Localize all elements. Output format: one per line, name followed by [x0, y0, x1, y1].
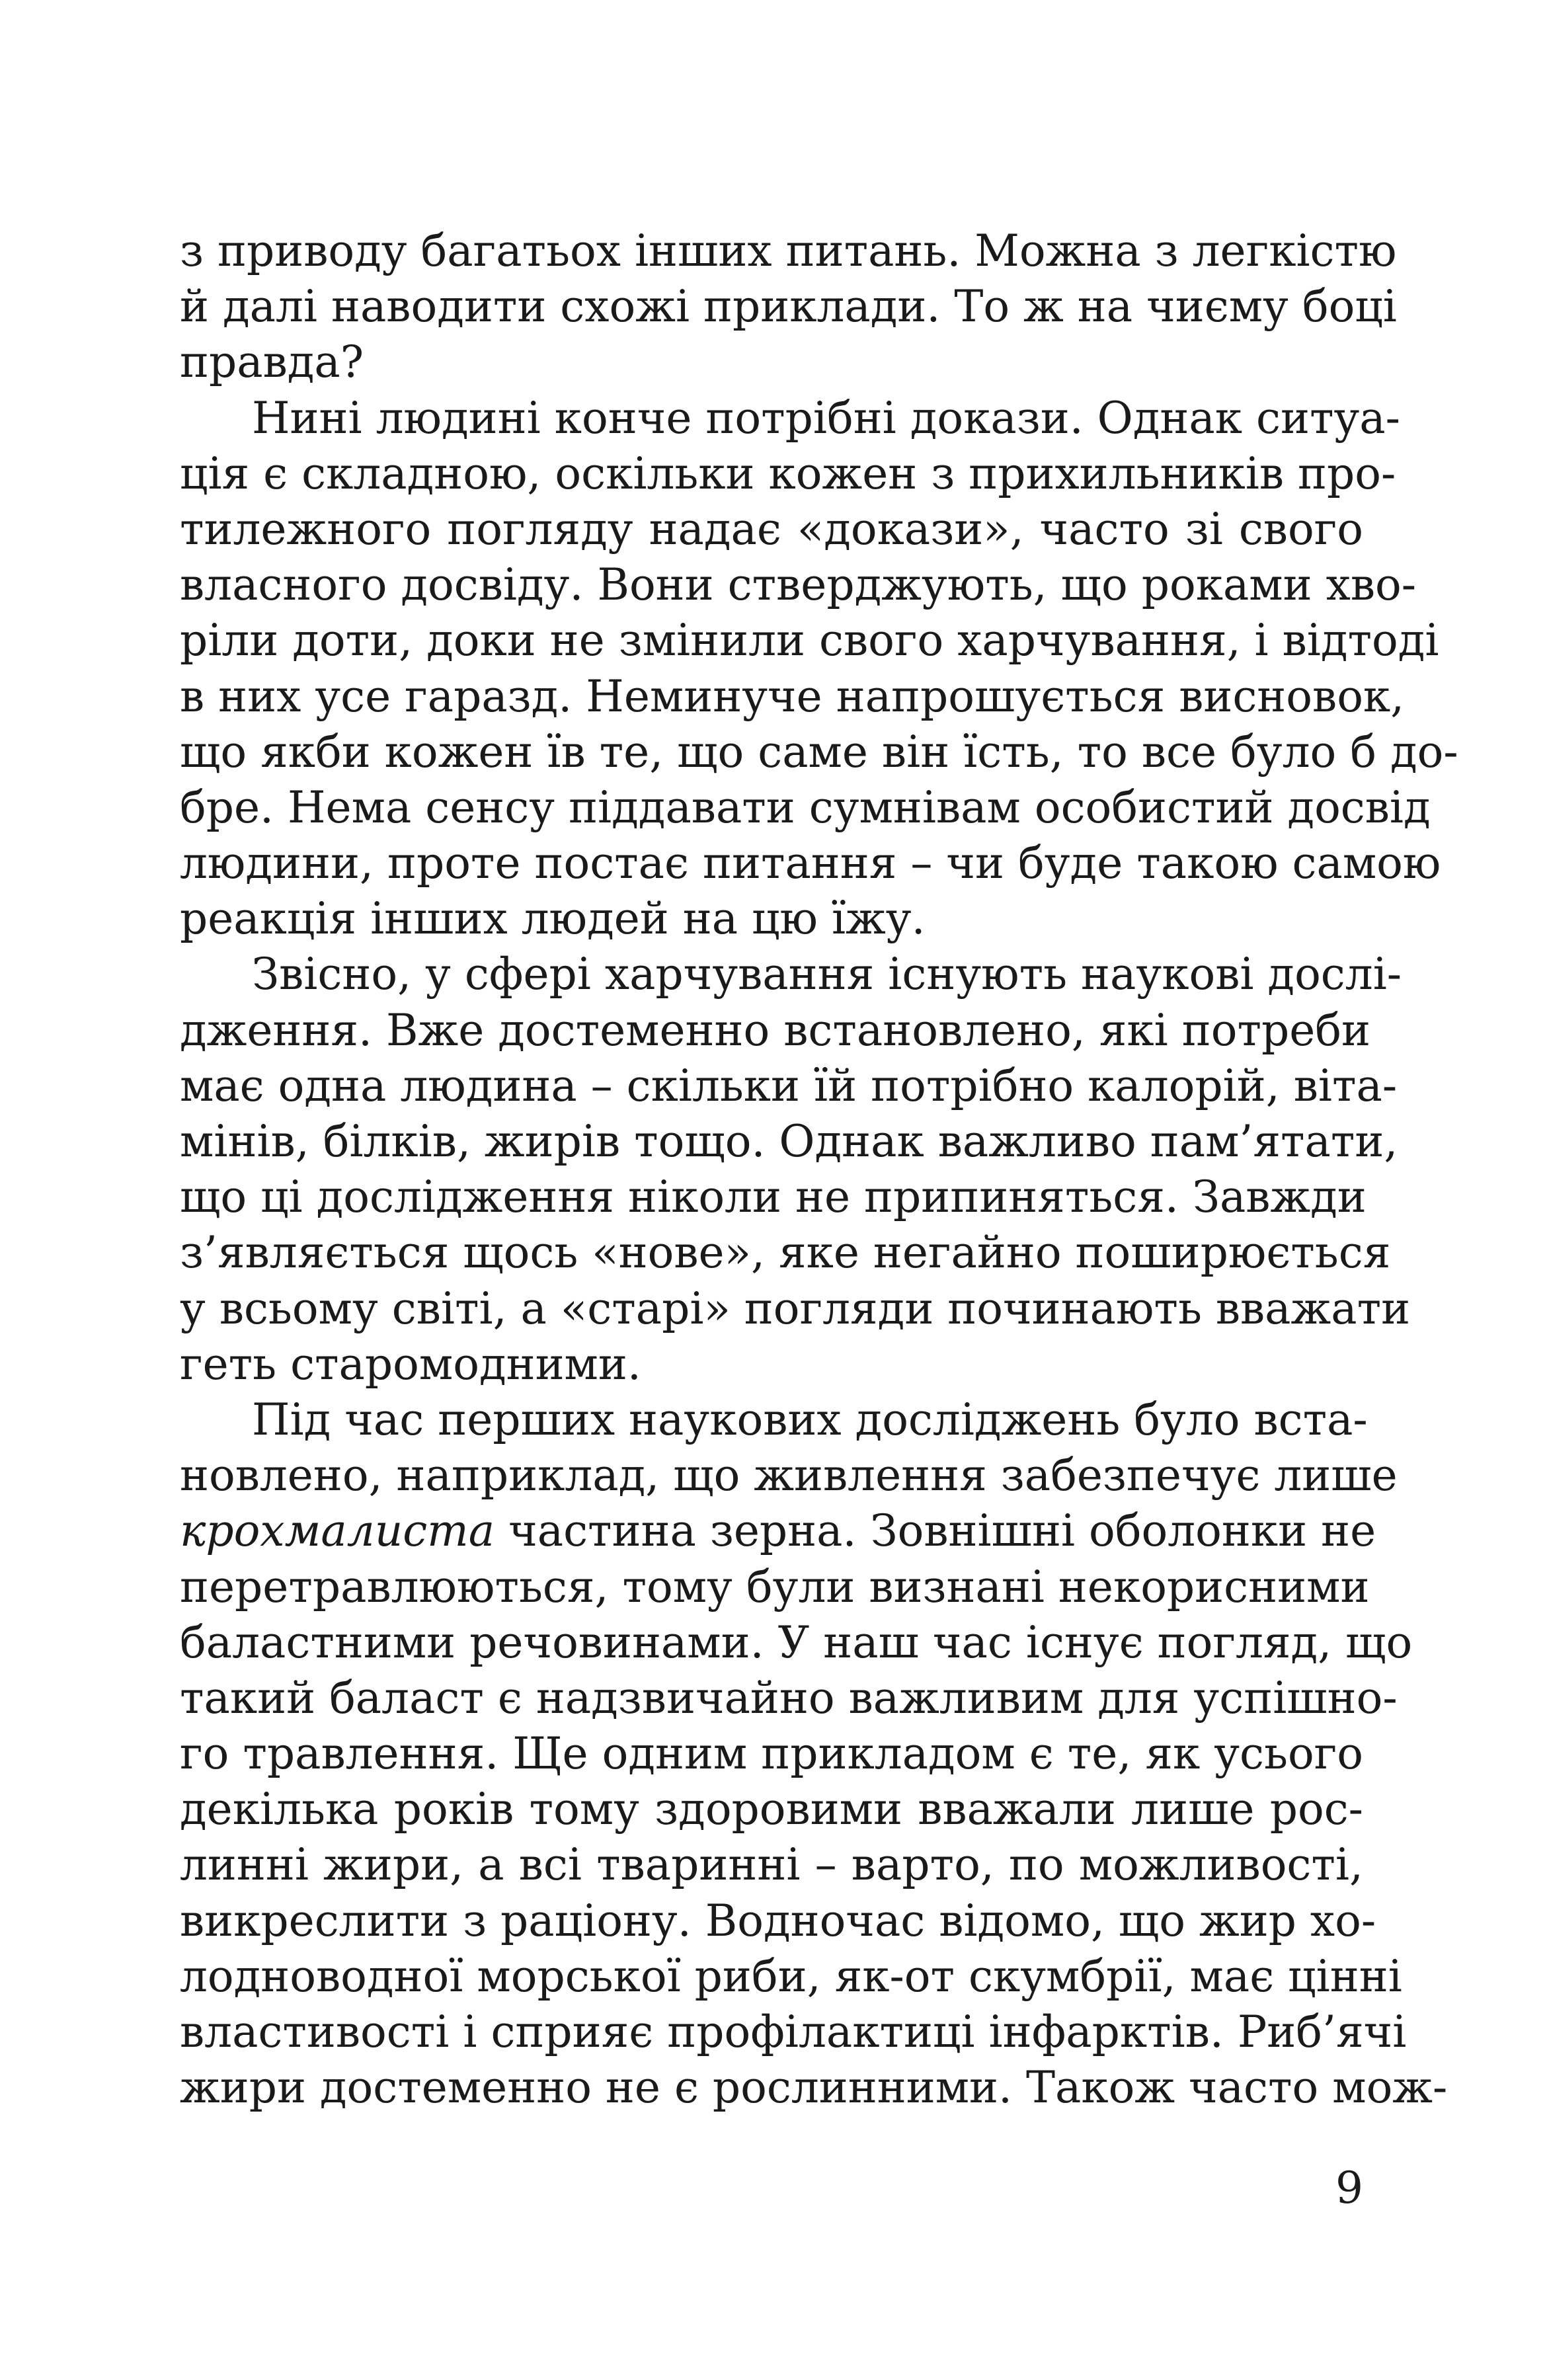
text-line: мінів, білків, жирів тощо. Однак важливо пам’ятати, — [180, 1116, 1398, 1167]
text-line: викреслити з раціону. Водночас відомо, що жир хо- — [180, 1895, 1376, 1946]
text-line — [180, 1503, 1376, 1559]
text-run: частина зерна. Зовнішні оболонки не — [495, 1505, 1376, 1557]
text-line: Звісно, у сфері харчування існують наукові дослі- — [252, 949, 1402, 1000]
text-line: такий баласт є надзвичайно важливим для успішно- — [180, 1672, 1398, 1724]
text-line: Під час перших наукових досліджень було вста- — [252, 1394, 1368, 1445]
text-line: що якби кожен їв те, що саме він їсть, то все було б до- — [180, 726, 1458, 777]
text-line: має одна людина – скільки їй потрібно калорій, віта- — [180, 1060, 1398, 1111]
text-line: що ці дослідження ніколи не припиняться. Завжди — [180, 1171, 1367, 1223]
text-line: реакція інших людей на цю їжу. — [180, 893, 926, 945]
text-line: властивості і сприяє профілактиці інфарктів. Риб’ячі — [180, 2006, 1407, 2057]
text-line: бре. Нема сенсу піддавати сумнівам особистий досвід — [180, 781, 1431, 833]
text-line: тилежного погляду надає «докази», часто зі свого — [180, 503, 1363, 555]
italic-term: крохмалиста — [180, 1505, 495, 1557]
text-line: у всьому світі, а «старі» погляди починають вважати — [180, 1283, 1411, 1334]
text-line: перетравлюються, тому були визнані некорисними — [180, 1561, 1370, 1612]
text-line: правда? — [180, 337, 364, 388]
text-line: жири достеменно не є рослинними. Також часто мож- — [180, 2062, 1448, 2114]
text-line: линні жири, а всі тваринні – варто, по можливості, — [180, 1839, 1363, 1891]
text-line: ція є складною, оскільки кожен з прихильників про- — [180, 448, 1396, 499]
text-line: з’являється щось «нове», яке негайно поширюється — [180, 1227, 1391, 1279]
text-line: з приводу багатьох інших питань. Можна з легкістю — [180, 225, 1397, 276]
text-line: дження. Вже достеменно встановлено, які потреби — [180, 1004, 1371, 1056]
text-line: ріли доти, доки не змінили свого харчування, і відтоді — [180, 615, 1439, 666]
text-line: баластними речовинами. У наш час існує погляд, що — [180, 1616, 1413, 1668]
text-line: го травлення. Ще одним прикладом є те, як усього — [180, 1728, 1363, 1780]
text-line: геть старомодними. — [180, 1338, 641, 1390]
text-line: Нині людині конче потрібні докази. Однак ситуа- — [252, 392, 1400, 444]
text-line: власного досвіду. Вони стверджують, що роками хво- — [180, 559, 1417, 611]
text-line: декілька років тому здоровими вважали лише рос- — [180, 1784, 1363, 1835]
text-line: лодноводної морської риби, як-от скумбрії, має цінні — [180, 1950, 1402, 2002]
text-line: в них усе гаразд. Неминуче напрошується висновок, — [180, 670, 1405, 722]
text-line: новлено, наприклад, що живлення забезпечує лише — [180, 1450, 1398, 1501]
text-line: й далі наводити схожі приклади. То ж на чиєму боці — [180, 281, 1397, 333]
page-number: 9 — [1335, 2162, 1363, 2213]
body-text — [180, 223, 1458, 2116]
text-line: людини, проте постає питання – чи буде такою самою — [180, 838, 1441, 889]
